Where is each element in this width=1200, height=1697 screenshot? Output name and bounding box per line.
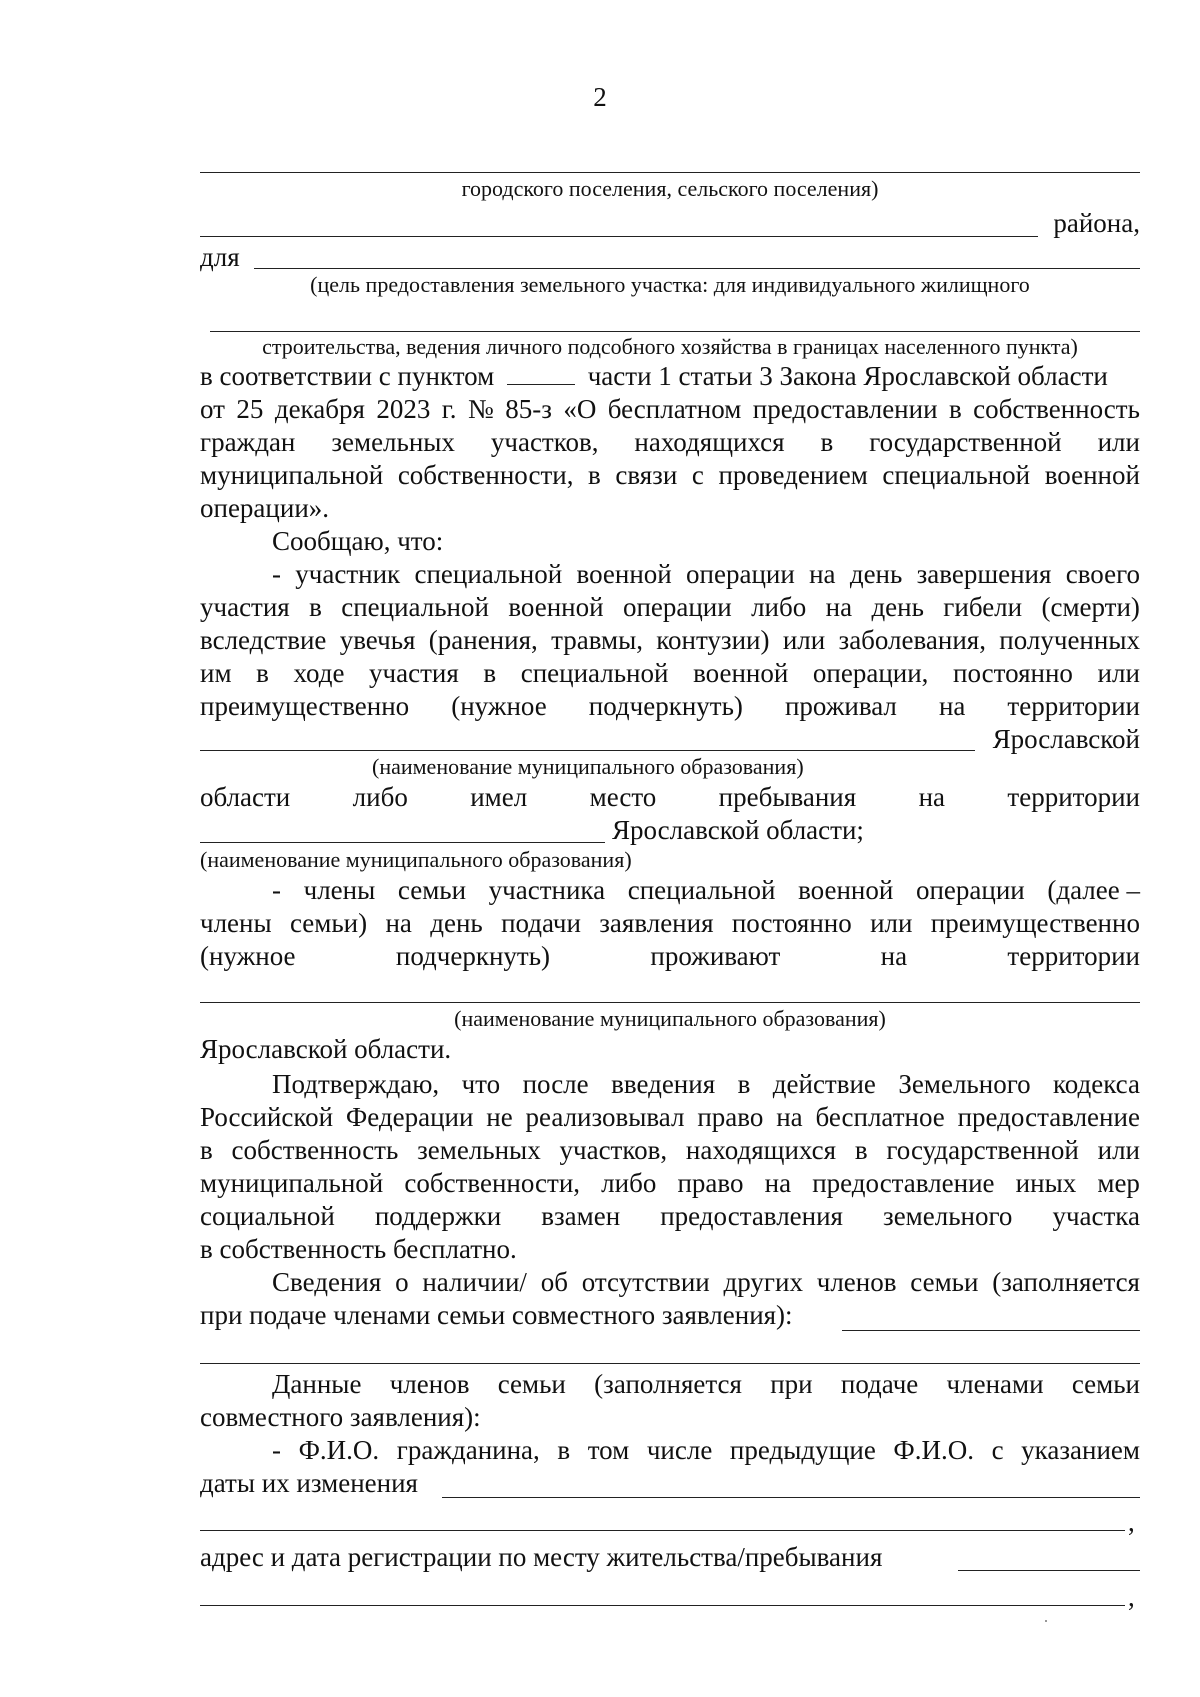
word: постоянно	[953, 658, 1073, 688]
word: в	[820, 427, 834, 457]
mo-caption-3: (наименование муниципального образования)	[454, 1006, 886, 1031]
word: или	[1097, 427, 1140, 457]
word: мер	[1097, 1168, 1140, 1198]
word: проживают	[650, 941, 781, 971]
word: от	[200, 394, 225, 424]
word: имел	[470, 782, 528, 812]
word: числе	[646, 1435, 713, 1465]
word: территории	[1007, 941, 1140, 971]
region-suffix-1: Ярославской	[992, 724, 1140, 754]
word: членами	[946, 1369, 1044, 1399]
para1-line4	[200, 459, 1140, 491]
word: завершения	[916, 559, 1052, 589]
word: введения	[611, 1069, 716, 1099]
word: Данные	[272, 1369, 362, 1399]
para7-line4: адрес и дата регистрации по месту жительства/пребывания	[200, 1542, 883, 1572]
word: на	[825, 592, 853, 622]
word: г.	[441, 394, 457, 424]
word: предыдущие	[729, 1435, 876, 1465]
word: заболевания,	[838, 625, 986, 655]
word: участия	[200, 592, 290, 622]
word: муниципальной	[200, 460, 384, 490]
word: Российской	[200, 1102, 334, 1132]
other-members-blank-line-2	[200, 1363, 1140, 1364]
word: участия	[369, 658, 459, 688]
address-blank-line	[958, 1570, 1140, 1571]
para2-line7	[200, 781, 1140, 813]
word: день	[871, 592, 924, 622]
word: иных	[1015, 1168, 1077, 1198]
para2-line4	[200, 657, 1140, 689]
word: на	[918, 782, 946, 812]
word: операции,	[812, 658, 929, 688]
word: преимущественно	[930, 908, 1140, 938]
para5-line1	[272, 1266, 1140, 1298]
word: №	[468, 394, 494, 424]
word: предоставление	[812, 1168, 995, 1198]
word: -	[272, 875, 281, 905]
mo-caption-2: (наименование муниципального образования)	[200, 847, 632, 872]
region-suffix-2: Ярославской области;	[612, 815, 864, 845]
settlement-blank-line	[200, 172, 1140, 173]
word: декабря	[274, 394, 365, 424]
word: пребывания	[718, 782, 857, 812]
word: подаче	[840, 1369, 919, 1399]
word: специальной	[341, 592, 489, 622]
word: либо	[601, 1168, 657, 1198]
word: семьи)	[289, 908, 368, 938]
word: военной	[576, 559, 672, 589]
word: области	[200, 782, 291, 812]
word: в	[309, 592, 322, 622]
word: государственной	[886, 1135, 1079, 1165]
para5-line2: при подаче членами семьи совместного заявления):	[200, 1300, 793, 1330]
word: военной	[508, 592, 604, 622]
word: реализовывал	[525, 1102, 685, 1132]
word: операции	[622, 592, 732, 622]
word: специальной	[520, 658, 669, 688]
word: собственность	[231, 1135, 399, 1165]
item-number-blank	[507, 362, 575, 385]
word: заявления	[599, 908, 714, 938]
word: члены	[200, 908, 272, 938]
residence-mo-blank-line	[200, 750, 975, 751]
word: членов	[389, 1369, 470, 1399]
word: члены	[303, 875, 376, 905]
word: гражданина,	[396, 1435, 540, 1465]
word: (заполняется	[992, 1267, 1140, 1297]
word: Федерации	[345, 1102, 474, 1132]
word: на	[938, 691, 966, 721]
word: семьи	[910, 1267, 979, 1297]
word: собственности,	[404, 1168, 581, 1198]
word: подчеркнуть)	[395, 941, 551, 971]
word: право	[697, 1102, 764, 1132]
address-blank-line-2	[200, 1605, 1125, 1606]
word: в	[588, 460, 601, 490]
word: при	[770, 1369, 813, 1399]
word: предоставления	[660, 1201, 843, 1231]
word: муниципальной	[200, 1168, 384, 1198]
word: ходе	[293, 658, 345, 688]
word: участника	[488, 875, 606, 905]
word: граждан	[200, 427, 296, 457]
word: указанием	[1021, 1435, 1140, 1465]
word: постоянно	[731, 908, 852, 938]
word: в	[737, 1069, 751, 1099]
word: наличии/	[422, 1267, 527, 1297]
report-intro: Сообщаю, что:	[272, 526, 444, 556]
word: 85-з	[505, 394, 552, 424]
district-blank-line	[200, 236, 1038, 237]
word: земельного	[883, 1201, 1013, 1231]
para6-line1	[272, 1368, 1140, 1400]
word: участка	[1052, 1201, 1140, 1231]
word: Подтверждаю,	[272, 1069, 440, 1099]
word: -	[272, 559, 281, 589]
word: семьи	[397, 875, 467, 905]
word: в	[854, 1135, 868, 1165]
comma-2: ,	[1128, 1582, 1135, 1612]
word: на	[809, 559, 836, 589]
para6-line2: совместного заявления):	[200, 1402, 481, 1432]
para1-line1: в соответствии с пунктом части 1 статьи 3 Закона Ярославской области	[200, 361, 1108, 391]
word: Ф.И.О.	[298, 1435, 380, 1465]
word: подачи	[501, 908, 581, 938]
family-mo-blank-line	[200, 1002, 1140, 1003]
word: о	[395, 1267, 409, 1297]
word: территории	[1007, 691, 1140, 721]
word: военной	[1044, 460, 1140, 490]
word: в	[483, 658, 497, 688]
word: преимущественно	[200, 691, 410, 721]
word: земельных	[417, 1135, 541, 1165]
para1-line3	[200, 426, 1140, 458]
word: членов	[816, 1267, 897, 1297]
word: своего	[1065, 559, 1140, 589]
word: день	[430, 908, 483, 938]
word: других	[723, 1267, 803, 1297]
word: день	[849, 559, 903, 589]
para4-line1	[272, 1068, 1140, 1100]
word: об	[540, 1267, 568, 1297]
word: (заполняется	[594, 1369, 742, 1399]
para3-line3	[200, 940, 1140, 972]
para2-line2	[200, 591, 1140, 623]
comma-1: ,	[1128, 1507, 1135, 1537]
word: с	[691, 460, 704, 490]
word: что	[461, 1069, 501, 1099]
word: с	[991, 1435, 1004, 1465]
word: 2023	[376, 394, 431, 424]
para4-line2	[200, 1101, 1140, 1133]
word: в	[557, 1435, 571, 1465]
word: полученных	[999, 625, 1140, 655]
word: на	[385, 908, 412, 938]
para1-line5: операции».	[200, 493, 330, 523]
word: военной	[693, 658, 789, 688]
word: семьи	[497, 1369, 566, 1399]
para4-line6: в собственность бесплатно.	[200, 1234, 517, 1264]
word: 25	[236, 394, 264, 424]
word: действие	[772, 1069, 876, 1099]
district-suffix: района,	[1053, 208, 1140, 238]
word: участков,	[490, 427, 599, 457]
word: предоставлении	[752, 394, 938, 424]
word: бесплатное	[815, 1102, 945, 1132]
word: в	[200, 1135, 213, 1165]
word: операции	[686, 559, 795, 589]
word: право	[677, 1168, 744, 1198]
word: либо	[352, 782, 408, 812]
word: проведением	[718, 460, 868, 490]
word: место	[589, 782, 657, 812]
word: связи	[615, 460, 678, 490]
word: в	[256, 658, 269, 688]
word: земельных	[331, 427, 455, 457]
word: территории	[1007, 782, 1140, 812]
para3-line1	[272, 874, 1140, 906]
word: отсутствии	[581, 1267, 710, 1297]
settlement-caption: городского поселения, сельского поселения)	[461, 176, 879, 201]
para4-line4	[200, 1167, 1140, 1199]
word: участков,	[559, 1135, 668, 1165]
name-change-blank-line-2	[200, 1530, 1125, 1531]
word: на	[764, 1168, 792, 1198]
word: участник	[295, 559, 401, 589]
word: им	[200, 658, 232, 688]
para4-line5	[200, 1200, 1140, 1232]
word: или	[870, 908, 913, 938]
para2-line5	[200, 690, 1140, 722]
word: том	[587, 1435, 630, 1465]
purpose-blank-line	[254, 268, 1140, 269]
word: (смерти)	[1041, 592, 1140, 622]
para4-line3	[200, 1134, 1140, 1166]
word: предоставление	[957, 1102, 1140, 1132]
word: (далее –	[1047, 875, 1140, 905]
word: или	[1097, 658, 1140, 688]
word: проживал	[784, 691, 897, 721]
word: гибели	[943, 592, 1023, 622]
word: увечья	[339, 625, 416, 655]
word: либо	[751, 592, 807, 622]
word: контузии)	[656, 625, 770, 655]
para3-line2	[200, 907, 1140, 939]
para2-line3	[200, 624, 1140, 656]
word: (нужное	[451, 691, 547, 721]
word: вследствие	[200, 625, 327, 655]
word: специальной	[882, 460, 1031, 490]
word: после	[522, 1069, 589, 1099]
word: или	[1097, 1135, 1140, 1165]
word: Земельного	[898, 1069, 1031, 1099]
word: собственности,	[397, 460, 574, 490]
word: военной	[798, 875, 894, 905]
word: специальной	[414, 559, 563, 589]
para2-line1	[272, 558, 1140, 590]
word: (ранения,	[428, 625, 538, 655]
word: травмы,	[551, 625, 643, 655]
para1-line2	[200, 393, 1140, 425]
word: -	[272, 1435, 281, 1465]
para7-line1	[272, 1434, 1140, 1466]
purpose-caption-1: (цель предоставления земельного участка: для индивидуального жилищного	[310, 272, 1030, 297]
word: «О	[563, 394, 597, 424]
word: кодекса	[1053, 1069, 1140, 1099]
para3-line4: Ярославской области.	[200, 1034, 452, 1064]
word: не	[486, 1102, 513, 1132]
purpose-blank-line-2	[210, 331, 1140, 332]
word: Ф.И.О.	[893, 1435, 974, 1465]
other-members-blank-line	[842, 1330, 1140, 1331]
name-change-blank-line	[442, 1497, 1140, 1498]
word: семьи	[1071, 1369, 1140, 1399]
word: находящихся	[685, 1135, 837, 1165]
stay-mo-blank-line	[200, 842, 605, 843]
word: или	[782, 625, 826, 655]
word: подчеркнуть)	[588, 691, 743, 721]
word: Сведения	[272, 1267, 382, 1297]
for-label: для	[200, 242, 240, 272]
word: операции	[915, 875, 1025, 905]
word: бесплатном	[607, 394, 742, 424]
scan-speck	[1045, 1620, 1047, 1622]
word: государственной	[869, 427, 1062, 457]
purpose-caption-2: строительства, ведения личного подсобного хозяйства в границах населенного пункта)	[262, 334, 1078, 359]
word: социальной	[200, 1201, 335, 1231]
word: находящихся	[634, 427, 785, 457]
word: специальной	[627, 875, 776, 905]
word: собственность	[973, 394, 1140, 424]
word: поддержки	[374, 1201, 502, 1231]
word: (нужное	[200, 941, 296, 971]
word: взамен	[541, 1201, 621, 1231]
page-number: 2	[593, 82, 607, 112]
para7-line2: даты их изменения	[200, 1468, 418, 1498]
word: на	[776, 1102, 803, 1132]
mo-caption-1: (наименование муниципального образования)	[372, 754, 804, 779]
word: в	[948, 394, 962, 424]
word: на	[880, 941, 908, 971]
